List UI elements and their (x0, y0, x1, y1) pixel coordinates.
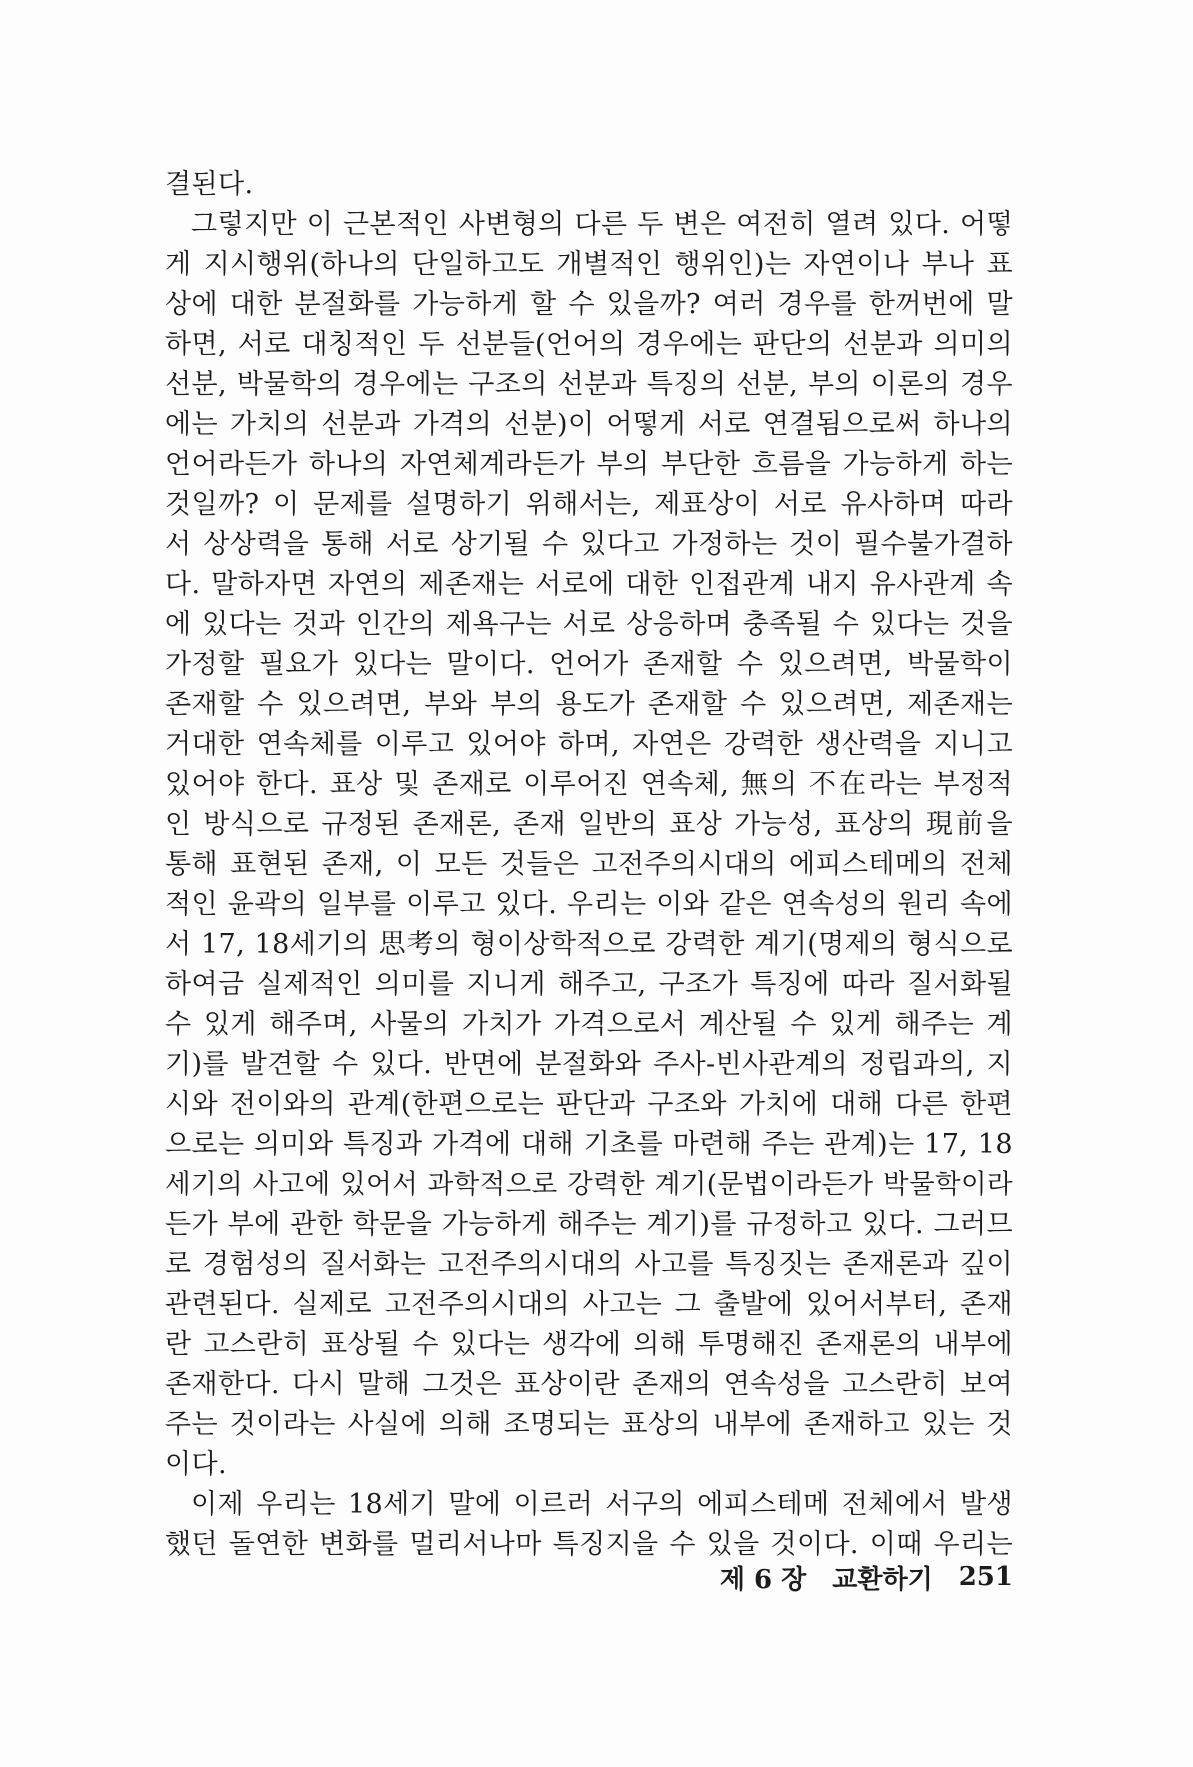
text-line: 상에 대한 분절화를 가능하게 할 수 있을까? 여러 경우를 한꺼번에 말 (165, 289, 1013, 320)
text-line: 선분, 박물학의 경우에는 구조의 선분과 특징의 선분, 부의 이론의 경우 (165, 369, 1013, 400)
text-line: 있어야 한다. 표상 및 존재로 이루어진 연속체, 無의 不在라는 부정적 (165, 769, 1013, 800)
text-line: 것일까? 이 문제를 설명하기 위해서는, 제표상이 서로 유사하며 따라 (165, 489, 1013, 520)
text-line: 했던 돌연한 변화를 멀리서나마 특징지을 수 있을 것이다. 이때 우리는 (165, 1529, 1013, 1560)
text-line: 하여금 실제적인 의미를 지니게 해주고, 구조가 특징에 따라 질서화될 (165, 969, 1013, 1000)
text-line: 서 상상력을 통해 서로 상기될 수 있다고 가정하는 것이 필수불가결하 (165, 529, 1013, 560)
text-line: 하면, 서로 대칭적인 두 선분들(언어의 경우에는 판단의 선분과 의미의 (165, 329, 1013, 360)
text-line: 관련된다. 실제로 고전주의시대의 사고는 그 출발에 있어서부터, 존재 (165, 1289, 1013, 1320)
text-line: 거대한 연속체를 이루고 있어야 하며, 자연은 강력한 생산력을 지니고 (165, 729, 1013, 760)
text-line: 다. 말하자면 자연의 제존재는 서로에 대한 인접관계 내지 유사관계 속 (165, 569, 1013, 600)
text-line: 기)를 발견할 수 있다. 반면에 분절화와 주사-빈사관계의 정립과의, 지 (165, 1049, 1013, 1080)
text-line: 적인 윤곽의 일부를 이루고 있다. 우리는 이와 같은 연속성의 원리 속에 (165, 889, 1013, 920)
paragraph-start-line: 이제 우리는 18세기 말에 이르러 서구의 에피스테메 전체에서 발생 (191, 1489, 1013, 1520)
text-line: 세기의 사고에 있어서 과학적으로 강력한 계기(문법이라든가 박물학이라 (165, 1169, 1013, 1200)
text-line: 로 경험성의 질서화는 고전주의시대의 사고를 특징짓는 존재론과 깊이 (165, 1249, 1013, 1280)
text-line: 란 고스란히 표상될 수 있다는 생각에 의해 투명해진 존재론의 내부에 (165, 1329, 1013, 1360)
text-line: 든가 부에 관한 학문을 가능하게 해주는 계기)를 규정하고 있다. 그러므 (165, 1209, 1013, 1240)
chapter-title: 교환하기 (832, 1564, 933, 1595)
text-line: 으로는 의미와 특징과 가격에 대해 기초를 마련해 주는 관계)는 17, 18 (165, 1129, 1013, 1160)
text-line: 에 있다는 것과 인간의 제욕구는 서로 상응하며 충족될 수 있다는 것을 (165, 609, 1013, 640)
text-line: 존재한다. 다시 말해 그것은 표상이란 존재의 연속성을 고스란히 보여 (165, 1369, 1013, 1400)
text-line: 수 있게 해주며, 사물의 가치가 가격으로서 계산될 수 있게 해주는 계 (165, 1009, 1013, 1040)
text-line: 시와 전이와의 관계(한편으로는 판단과 구조와 가치에 대해 다른 한편 (165, 1089, 1013, 1120)
text-line: 결된다. (165, 169, 254, 200)
text-line: 인 방식으로 규정된 존재론, 존재 일반의 표상 가능성, 표상의 現前을 (165, 809, 1013, 840)
text-line: 존재할 수 있으려면, 부와 부의 용도가 존재할 수 있으려면, 제존재는 (165, 689, 1013, 720)
paragraph-end-line: 이다. (165, 1449, 227, 1480)
text-line: 게 지시행위(하나의 단일하고도 개별적인 행위인)는 자연이나 부나 표 (165, 249, 1013, 280)
text-line: 서 17, 18세기의 思考의 형이상학적으로 강력한 계기(명제의 형식으로 (165, 929, 1013, 960)
text-line: 통해 표현된 존재, 이 모든 것들은 고전주의시대의 에피스테메의 전체 (165, 849, 1013, 880)
text-line: 가정할 필요가 있다는 말이다. 언어가 존재할 수 있으려면, 박물학이 (165, 649, 1013, 680)
body-text (165, 165, 1013, 1565)
page-footer (700, 1557, 1013, 1597)
text-line: 언어라든가 하나의 자연체계라든가 부의 부단한 흐름을 가능하게 하는 (165, 449, 1013, 480)
paragraph-start-line: 그렇지만 이 근본적인 사변형의 다른 두 변은 여전히 열려 있다. 어떻 (191, 209, 1013, 240)
text-line: 에는 가치의 선분과 가격의 선분)이 어떻게 서로 연결됨으로써 하나의 (165, 409, 1013, 440)
page-number: 251 (958, 1562, 1013, 1592)
chapter-number: 제 6 장 (719, 1564, 807, 1595)
text-line: 주는 것이라는 사실에 의해 조명되는 표상의 내부에 존재하고 있는 것 (165, 1409, 1013, 1440)
